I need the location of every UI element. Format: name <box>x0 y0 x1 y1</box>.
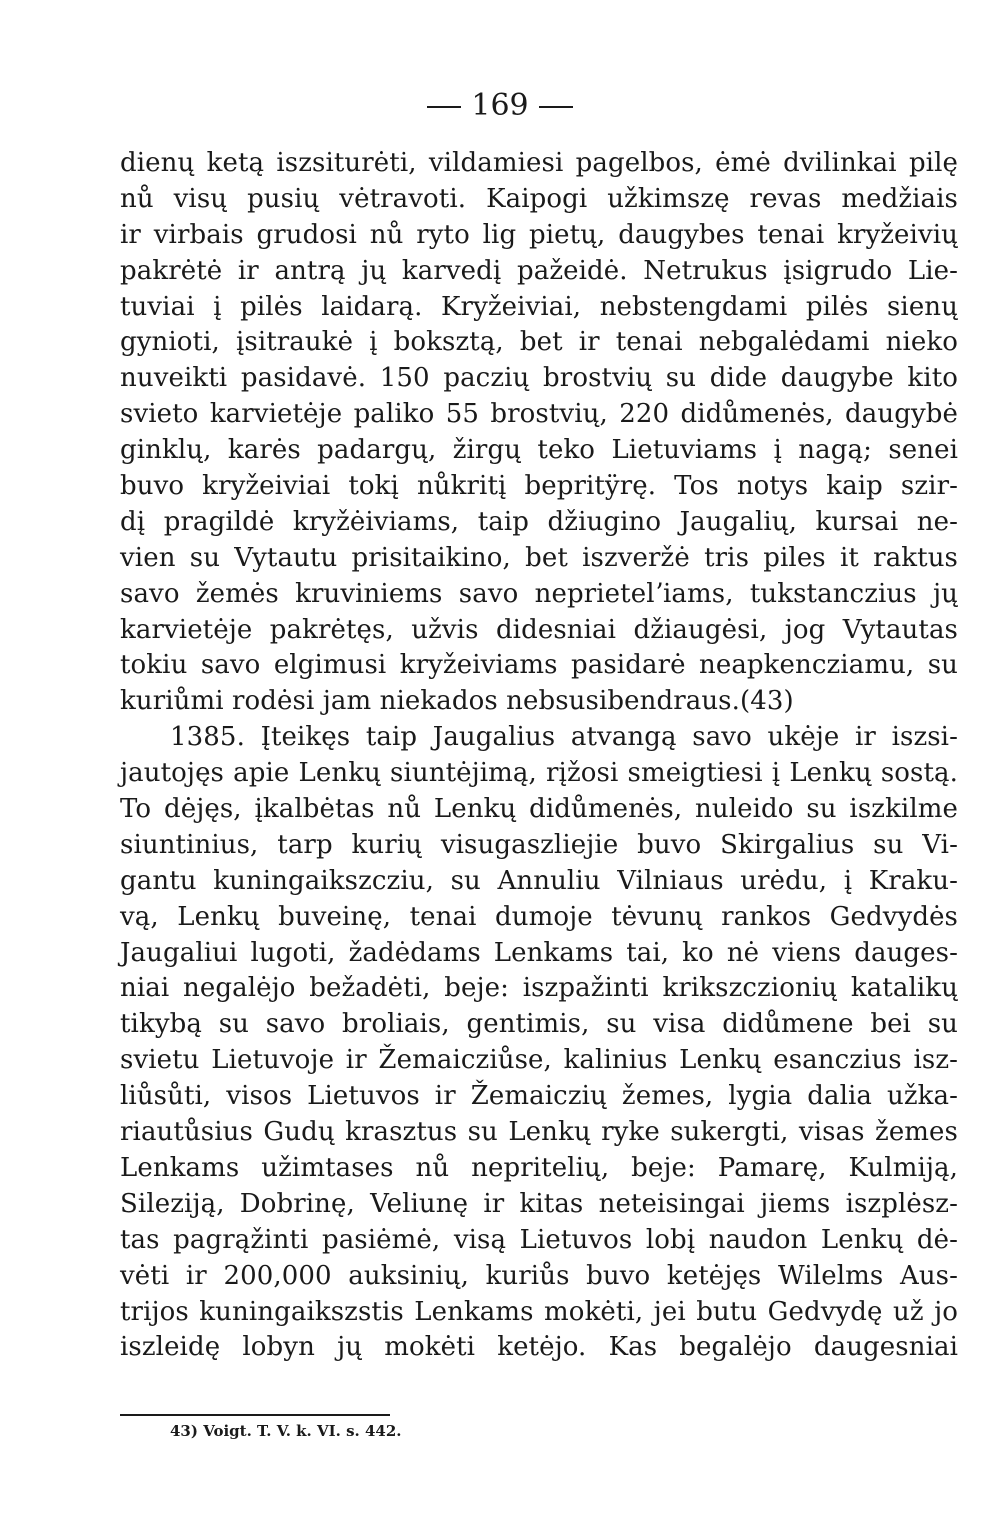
text-line: riautůsius Gudų krasztus su Lenkų ryke sukergti, visas žemes <box>120 1117 958 1148</box>
text-line: niai negalėjo bežadėti, beje: iszpažinti krikszczionių katalikų <box>120 973 958 1004</box>
text-line: buvo kryžeiviai tokį nůkritį bepritÿrę. Tos notys kaip szir- <box>120 471 958 502</box>
text-line: tokiu savo elgimusi kryžeiviams pasidarė neapkencziamu, su <box>120 650 958 681</box>
text-line: kuriůmi rodėsi jam niekados nebsusibendraus.(43) <box>120 686 794 717</box>
text-line: tuviai į pilės laidarą. Kryžeiviai, nebstengdami pilės sienų <box>120 291 958 322</box>
text-line: To dėjęs, įkalbėtas nů Lenkų didůmenės, nuleido su iszkilme <box>120 794 958 825</box>
text-line: svietu Lietuvoje ir Žemaicziůse, kalinius Lenkų esanczius isz- <box>120 1045 958 1076</box>
text-line: Sileziją, Dobrinę, Veliunę ir kitas neteisingai jiems iszplėsz- <box>120 1188 958 1219</box>
text-line: dienų ketą iszsiturėti, vildamiesi pagelbos, ėmė dvilinkai pilę <box>120 148 958 178</box>
text-line: svieto karvietėje paliko 55 brostvių, 220 didůmenės, daugybė <box>120 399 958 430</box>
text-line: nů visų pusių vėtravoti. Kaipogi užkimszę revas medžiais <box>120 183 958 214</box>
text-line: Jaugaliui lugoti, žadėdams Lenkams tai, ko nė viens dauges- <box>120 937 958 968</box>
text-line: tikybą su savo broliais, gentimis, su visa didůmene bei su <box>120 1009 958 1040</box>
footnote-rule <box>120 1414 390 1416</box>
text-line: siuntinius, tarp kurių visugaszliejie buvo Skirgalius su Vi- <box>120 829 958 860</box>
text-line: dį pragildė kryžėiviams, taip džiugino Jaugalių, kursai ne- <box>120 506 958 537</box>
page-number: 169 <box>471 88 529 123</box>
header-dash-left <box>427 106 461 108</box>
text-line-paragraph-start: 1385. Įteikęs taip Jaugalius atvangą savo ukėje ir iszsi- <box>170 722 958 753</box>
header-dash-right <box>539 106 573 108</box>
footnote: 43) Voigt. T. V. k. VI. s. 442. <box>170 1422 402 1440</box>
text-line: vą, Lenkų buveinę, tenai dumoje tėvunų rankos Gedvydės <box>120 901 958 932</box>
text-line: trijos kuningaikszstis Lenkams mokėti, jei butu Gedvydę už jo <box>120 1296 958 1327</box>
text-line: jautojęs apie Lenkų siuntėjimą, rįžosi smeigtiesi į Lenkų sostą. <box>120 758 958 789</box>
text-line: iszleidę lobyn jų mokėti ketėjo. Kas begalėjo daugesniai <box>120 1332 958 1363</box>
page-header <box>0 86 1000 126</box>
text-line: vėti ir 200,000 auksinių, kuriůs buvo ketėjęs Wilelms Aus- <box>120 1260 958 1291</box>
text-line: pakrėtė ir antrą jų karvedį pažeidė. Netrukus įsigrudo Lie- <box>120 255 958 286</box>
text-line: gantu kuningaikszcziu, su Annuliu Vilniaus urėdu, į Kraku- <box>120 865 958 896</box>
text-line: liůsůti, visos Lietuvos ir Žemaiczių žemes, lygia dalia užka- <box>120 1081 958 1112</box>
text-line: ir virbais grudosi nů ryto lig pietų, daugybes tenai kryžeivių <box>120 219 958 250</box>
text-line: savo žemės kruviniems savo neprietelʼiams, tukstanczius jų <box>120 578 958 609</box>
body-text <box>120 146 958 1366</box>
text-line: ginklų, karės padargų, žirgų teko Lietuviams į nagą; senei <box>120 435 958 466</box>
text-line: vien su Vytautu prisitaikino, bet iszveržė tris piles it raktus <box>120 542 958 573</box>
text-line: Lenkams užimtases nů nepritelių, beje: Pamarę, Kulmiją, <box>120 1152 958 1183</box>
text-line: gynioti, įsitraukė į boksztą, bet ir tenai nebgalėdami nieko <box>120 327 958 358</box>
text-line: karvietėje pakrėtęs, užvis didesniai džiaugėsi, jog Vytautas <box>120 614 958 645</box>
text-line: nuveikti pasidavė. 150 paczių brostvių su dide daugybe kito <box>120 363 958 394</box>
text-line: tas pagrąžinti pasiėmė, visą Lietuvos lobį naudon Lenkų dė- <box>120 1224 958 1255</box>
